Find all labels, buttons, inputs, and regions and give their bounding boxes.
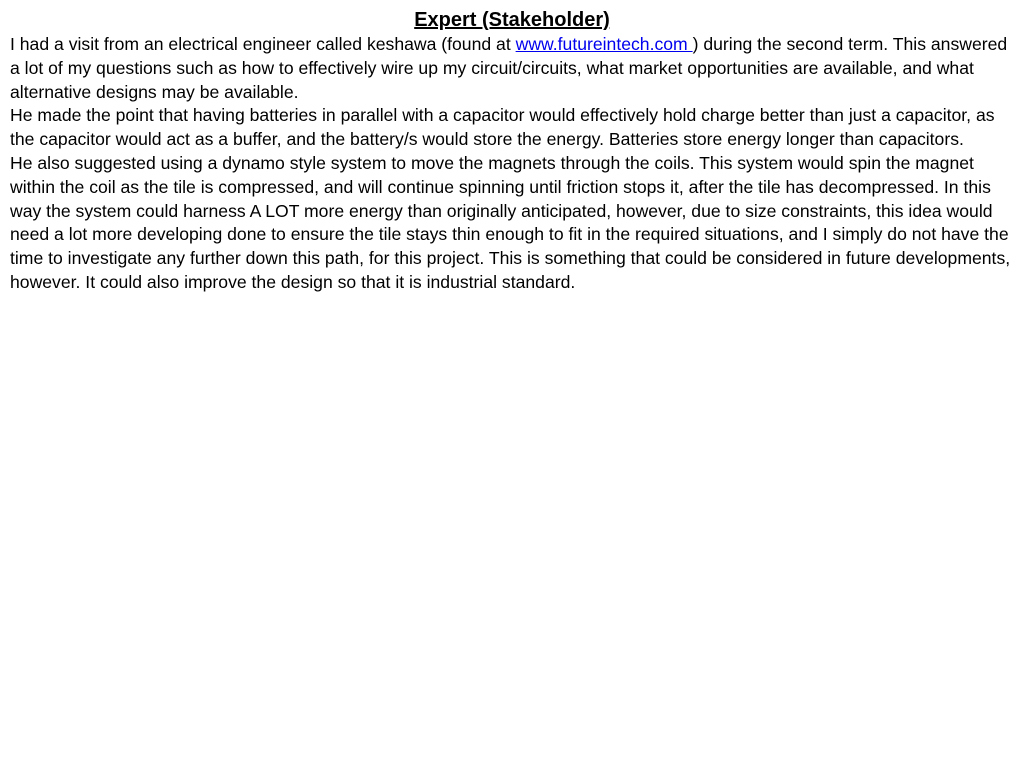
paragraph-batteries-capacitor: He made the point that having batteries in parallel with a capacitor would effectively hold charge better than just a capacitor, as the capacitor would act as a buffer, and the battery/s would store the energy. Batteries store energy longer than capacitors. [10, 105, 995, 150]
paragraph-expert-visit-rest: ) during the second term. This answered a lot of my questions such as how to effectively wire up my circuit/circuits, what market opportunities are available, and what alternative designs may be available. [10, 34, 1008, 102]
paragraph-expert-visit-intro: I had a visit from an electrical engineer called keshawa (found at [10, 34, 516, 54]
slide-body [10, 33, 1018, 295]
paragraph-dynamo-system: He also suggested using a dynamo style system to move the magnets through the coils. This system would spin the magnet within the coil as the tile is compressed, and will continue spinning until friction stops it, after the tile has decompressed. In this way the system could harness A LOT more energy than originally anticipated, however, due to size constraints, this idea would need a lot more developing done to ensure the tile stays thin enough to fit in the required situations, and I simply do not have the time to investigate any further down this path, for this project. This is something that could be considered in future developments, however. It could also improve the design so that it is industrial standard. [10, 152, 1011, 292]
futureintech-link[interactable]: www.futureintech.com [515, 34, 693, 54]
slide-title: Expert (Stakeholder) [414, 9, 610, 31]
paragraph-expert-visit [10, 33, 1018, 104]
